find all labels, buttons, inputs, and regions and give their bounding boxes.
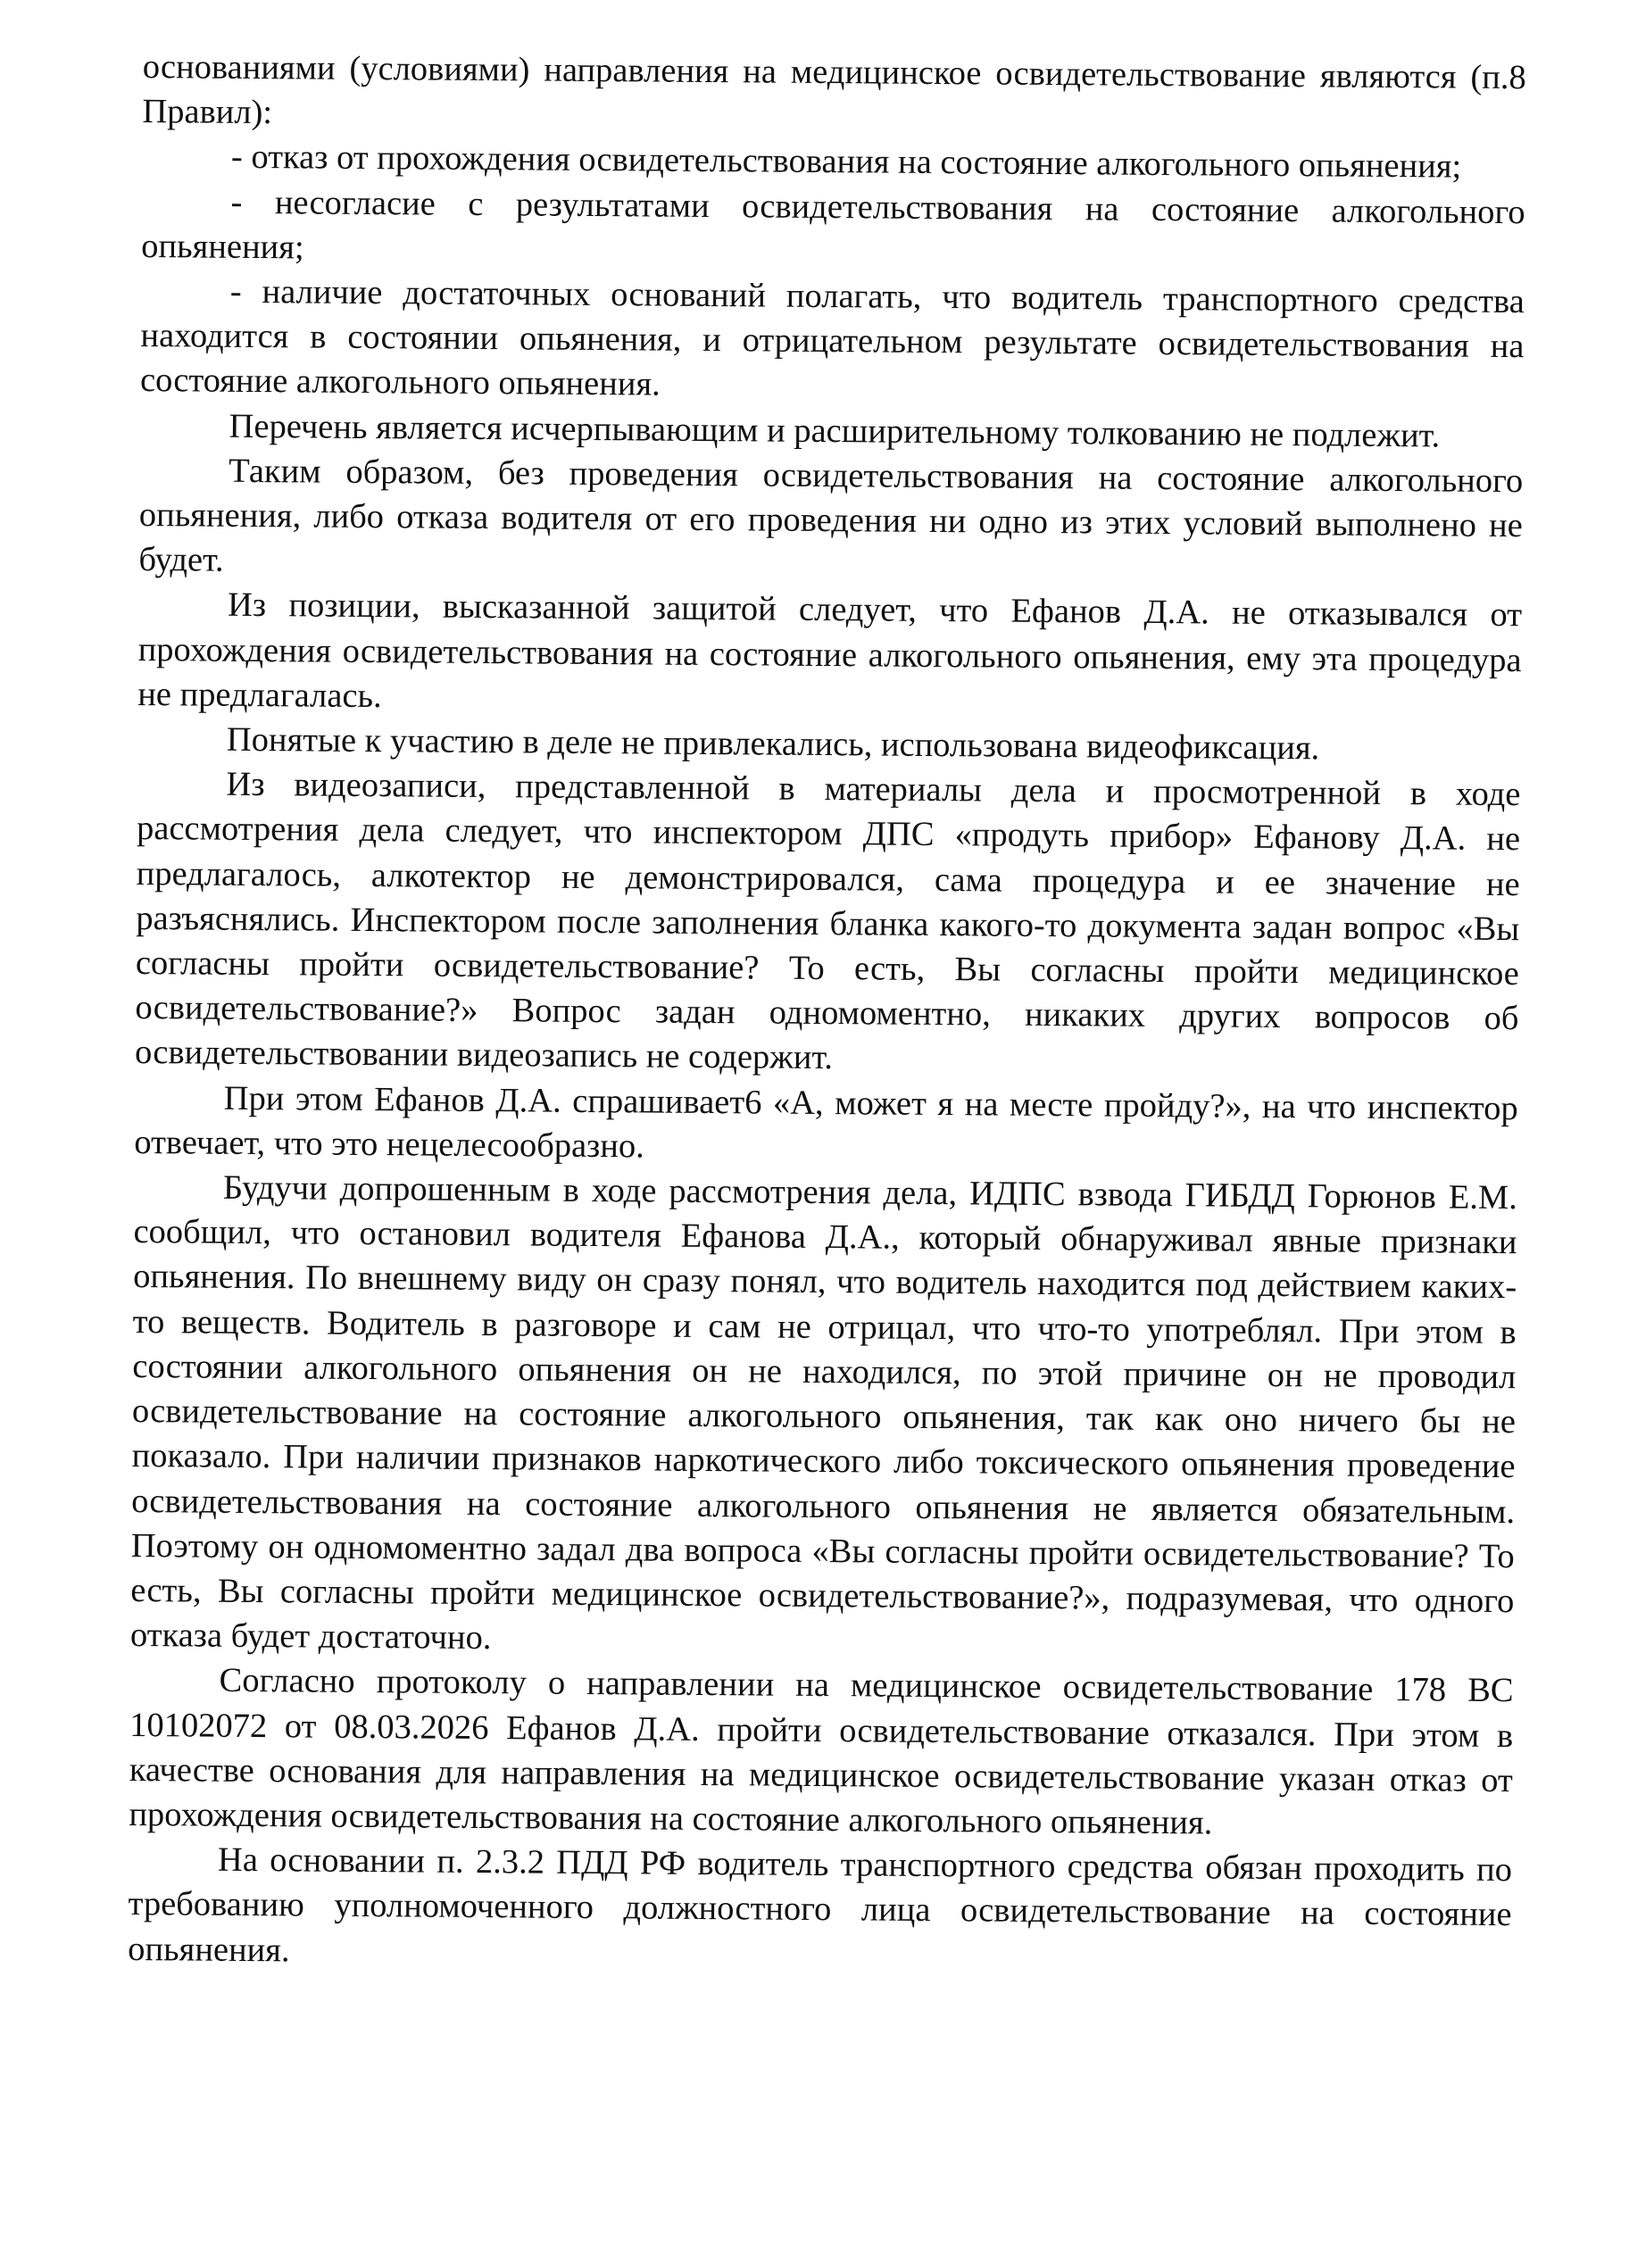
paragraph-video: Из видеозаписи, представленной в материалы дела и просмотренной в ходе рассмотрения дела следует, что инспектором ДПС «продуть прибор» Ефанову Д.А. не предлагалось, алкотектор не демонстрировался, сама процедура и ее значение не разъяснялись. Инспектором после заполнения бланка какого-то документа задан вопрос «Вы согласны пройти освидетельствование? То есть, Вы согласны пройти медицинское освидетельствование?» Вопрос задан одномоментно, никаких других вопросов об освидетельствовании видеозапись не содержит. [134,766,1521,1077]
document-text [128,45,1526,1982]
paragraph-exhaustive-list: Перечень является исчерпывающим и расширительному толкованию не подлежит. [229,407,1441,455]
paragraph-grounds-intro: основаниями (условиями) направления на медицинское освидетельствование являются (п.8 Правил): [142,47,1526,132]
paragraph-conclusion: Таким образом, без проведения освидетельствования на состояние алкогольного опьянения, либо отказа водителя от его проведения ни одно из этих условий выполнено не будет. [138,452,1524,579]
paragraph-traffic-rules: На основании п. 2.3.2 ПДД РФ водитель транспортного средства обязан проходить по требованию уполномоченного должностного лица освидетельствование на состояние опьянения. [128,1840,1513,1969]
list-item-refusal: - отказ от прохождения освидетельствования на состояние алкогольного опьянения; [230,138,1462,187]
list-item-sufficient-grounds: - наличие достаточных оснований полагать, что водитель транспортного средства находится в состоянии опьянения, и отрицательном результате освидетельствования на состояние алкогольного опьянения. [139,272,1525,403]
paragraph-witnesses: Понятые к участию в деле не привлекались, использована видеофиксация. [226,720,1320,768]
paragraph-defense-position: Из позиции, высказанной защитой следует, что Ефанов Д.А. не отказывался от прохождения освидетельствования на состояние алкогольного опьянения, ему эта процедура не предлагалась. [137,586,1523,715]
list-item-disagreement: - несогласие с результатами освидетельствования на состояние алкогольного опьянения; [141,183,1525,267]
paragraph-question: При этом Ефанов Д.А. спрашивает6 «А, может я на месте пройду?», на что инспектор отвечает, что это нецелесообразно. [134,1079,1518,1166]
paragraph-protocol: Согласно протоколу о направлении на медицинское освидетельствование 178 ВС 10102072 от 08.03.2026 Ефанов Д.А. пройти освидетельствование отказался. При этом в качестве основания для направления на медицинское освидетельствование указан отказ от прохождения освидетельствования на состояние алкогольного опьянения. [129,1662,1514,1842]
paragraph-inspector-testimony: Будучи допрошенным в ходе рассмотрения дела, ИДПС взвода ГИБДД Горюнов Е.М. сообщил, что остановил водителя Ефанова Д.А., который обнаруживал явные признаки опьянения. По внешнему виду он сразу понял, что водитель находится под действием каких-то веществ. Водитель в разговоре и сам не отрицал, что что-то употреблял. При этом в состоянии алкогольного опьянения он не находился, по этой причине он не проводил освидетельствование на состояние алкогольного опьянения, так как оно ничего бы не показало. При наличии признаков наркотического либо токсического опьянения проведение освидетельствования на состояние алкогольного опьянения не является обязательным. Поэтому он одномоментно задал два вопроса «Вы согласны пройти освидетельствование? То есть, Вы согласны пройти медицинское освидетельствование?», подразумевая, что одного отказа будет достаточно. [129,1168,1518,1657]
